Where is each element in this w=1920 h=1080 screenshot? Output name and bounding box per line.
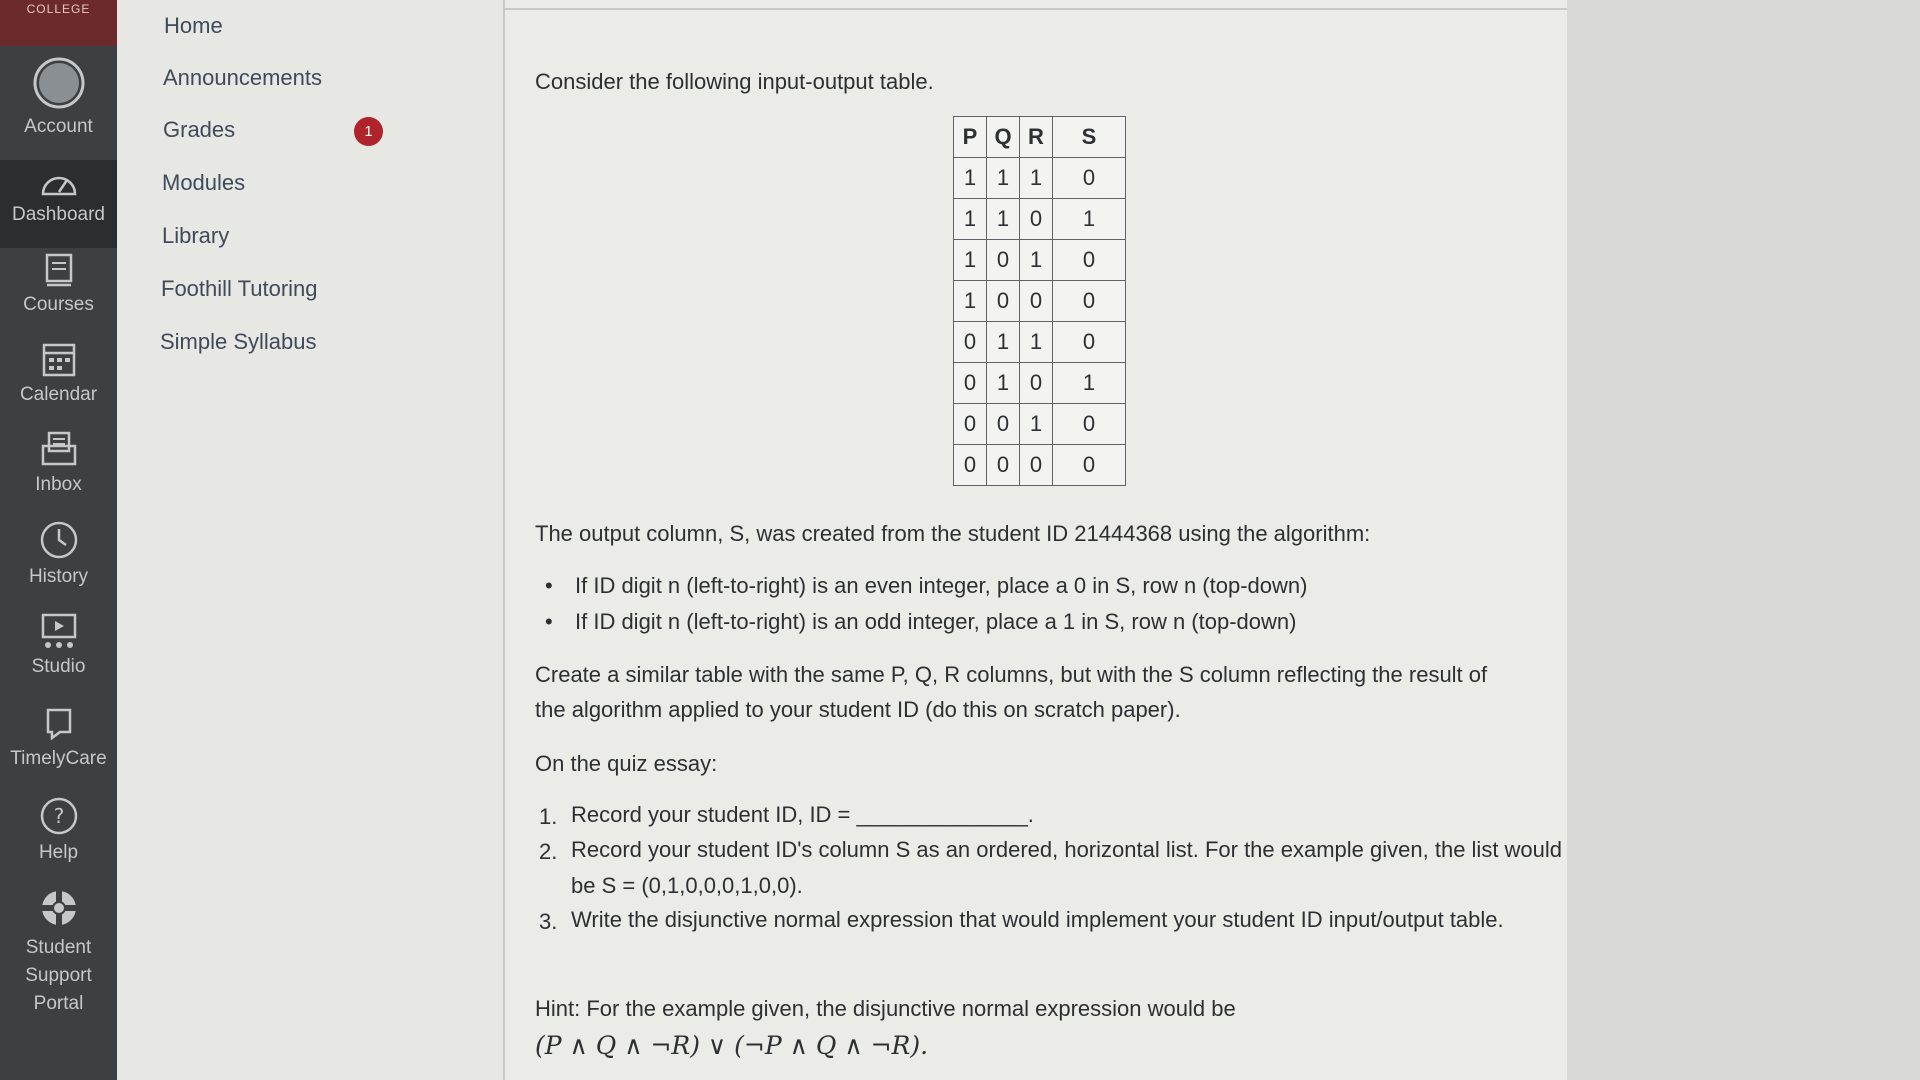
table-cell: 1 (1053, 363, 1126, 404)
table-cell: 0 (1020, 281, 1053, 322)
table-cell: 1 (987, 158, 1020, 199)
instructions-line-1: Create a similar table with the same P, Q, R columns, but with the S column reflecting the result of (535, 662, 1488, 687)
table-cell: 0 (1020, 363, 1053, 404)
table-cell: 0 (987, 404, 1020, 445)
table-cell: 1 (1020, 404, 1053, 445)
table-cell: 0 (987, 281, 1020, 322)
courses-icon (44, 252, 74, 288)
table-cell: 1 (987, 363, 1020, 404)
studio-icon (39, 612, 79, 650)
step-number: 3. (539, 909, 558, 934)
hint-text: Hint: For the example given, the disjunctive normal expression would be (535, 996, 1236, 1021)
course-nav-announcements[interactable]: Announcements (163, 65, 322, 90)
course-nav (117, 0, 504, 1080)
table-cell: 1 (987, 199, 1020, 240)
course-nav-modules[interactable]: Modules (162, 170, 246, 195)
table-cell: 0 (1020, 199, 1053, 240)
college-logo[interactable]: COLLEGE (0, 0, 117, 46)
dashboard-icon (39, 168, 79, 198)
table-cell: 1 (987, 322, 1020, 363)
hint-formula: (P ∧ Q ∧ ¬R) ∨ (¬P ∧ Q ∧ ¬R). (535, 1031, 929, 1060)
table-cell: 1 (954, 199, 987, 240)
table-cell: 0 (954, 363, 987, 404)
course-nav-home[interactable]: Home (164, 13, 223, 38)
table-cell: 0 (954, 322, 987, 363)
support-icon (39, 888, 79, 928)
table-cell: 0 (1053, 404, 1126, 445)
table-cell: 0 (1053, 240, 1126, 281)
table-cell: 1 (1053, 199, 1126, 240)
timelycare-icon (42, 706, 76, 742)
table-header: Q (987, 117, 1020, 158)
gnav-inbox[interactable]: Inbox (0, 430, 117, 514)
table-row (954, 322, 1126, 363)
table-header: P (954, 117, 987, 158)
step-number: 2. (539, 839, 558, 864)
table-cell: 1 (1020, 158, 1053, 199)
table-row (954, 404, 1126, 445)
intro-text: Consider the following input-output table. (535, 69, 934, 94)
output-description: The output column, S, was created from the student ID 21444368 using the algorithm: (535, 521, 1371, 546)
table-row (954, 199, 1126, 240)
quiz-content (503, 0, 1569, 1080)
table-cell: 1 (1020, 322, 1053, 363)
table-row (954, 363, 1126, 404)
gnav-student-support-portal[interactable]: Student Support Portal (0, 888, 117, 1018)
table-cell: 0 (954, 404, 987, 445)
content-divider (505, 8, 1567, 10)
table-row (954, 240, 1126, 281)
step-text: Record your student ID, ID = ______________. (571, 802, 1034, 827)
table-cell: 0 (1053, 281, 1126, 322)
account-icon (32, 56, 86, 110)
gnav-account[interactable]: Account (0, 56, 117, 148)
table-row (954, 281, 1126, 322)
gnav-studio[interactable]: Studio (0, 612, 117, 696)
table-cell: 1 (1020, 240, 1053, 281)
inbox-icon (39, 430, 79, 468)
step-text: Write the disjunctive normal expression that would implement your student ID input/output table. (571, 907, 1504, 932)
table-cell: 0 (954, 445, 987, 486)
table-header: S (1053, 117, 1126, 158)
table-cell: 0 (1053, 158, 1126, 199)
algorithm-bullet: • If ID digit n (left-to-right) is an even integer, place a 0 in S, row n (top-down) (545, 573, 1307, 599)
course-nav-library[interactable]: Library (162, 223, 230, 248)
table-cell: 0 (987, 240, 1020, 281)
history-icon (39, 520, 79, 560)
gnav-timelycare[interactable]: TimelyCare (0, 706, 117, 790)
course-nav-simple-syllabus[interactable]: Simple Syllabus (160, 329, 317, 354)
course-nav-foothill-tutoring[interactable]: Foothill Tutoring (161, 276, 318, 301)
table-row (954, 158, 1126, 199)
table-cell: 0 (1053, 322, 1126, 363)
grades-badge: 1 (354, 117, 383, 146)
gnav-calendar[interactable]: Calendar (0, 340, 117, 424)
gnav-courses[interactable]: Courses (0, 252, 117, 330)
table-cell: 0 (1020, 445, 1053, 486)
table-cell: 1 (954, 281, 987, 322)
course-nav-grades[interactable]: Grades (163, 117, 236, 142)
table-cell: 1 (954, 158, 987, 199)
quiz-heading: On the quiz essay: (535, 751, 718, 776)
gnav-dashboard[interactable]: Dashboard (0, 160, 117, 248)
instructions-line-2: the algorithm applied to your student ID (do this on scratch paper). (535, 697, 1181, 722)
help-icon (39, 796, 79, 836)
truth-table (953, 116, 1126, 486)
table-cell: 0 (1053, 445, 1126, 486)
gnav-history[interactable]: History (0, 520, 117, 604)
table-header: R (1020, 117, 1053, 158)
table-header-row (954, 117, 1126, 158)
algorithm-bullet: • If ID digit n (left-to-right) is an odd integer, place a 1 in S, row n (top-down) (545, 609, 1296, 635)
step-text: Record your student ID's column S as an ordered, horizontal list. For the example given, the list would be S = (0,1,0,0,0,1,0,0). (571, 837, 1563, 898)
step-number: 1. (539, 804, 558, 829)
table-cell: 0 (987, 445, 1020, 486)
svg-text:?: ? (53, 804, 64, 828)
right-gutter (1567, 0, 1920, 1080)
table-row (954, 445, 1126, 486)
calendar-icon (41, 340, 77, 378)
global-nav (0, 0, 117, 1080)
gnav-help[interactable]: ? Help (0, 796, 117, 880)
table-cell: 1 (954, 240, 987, 281)
